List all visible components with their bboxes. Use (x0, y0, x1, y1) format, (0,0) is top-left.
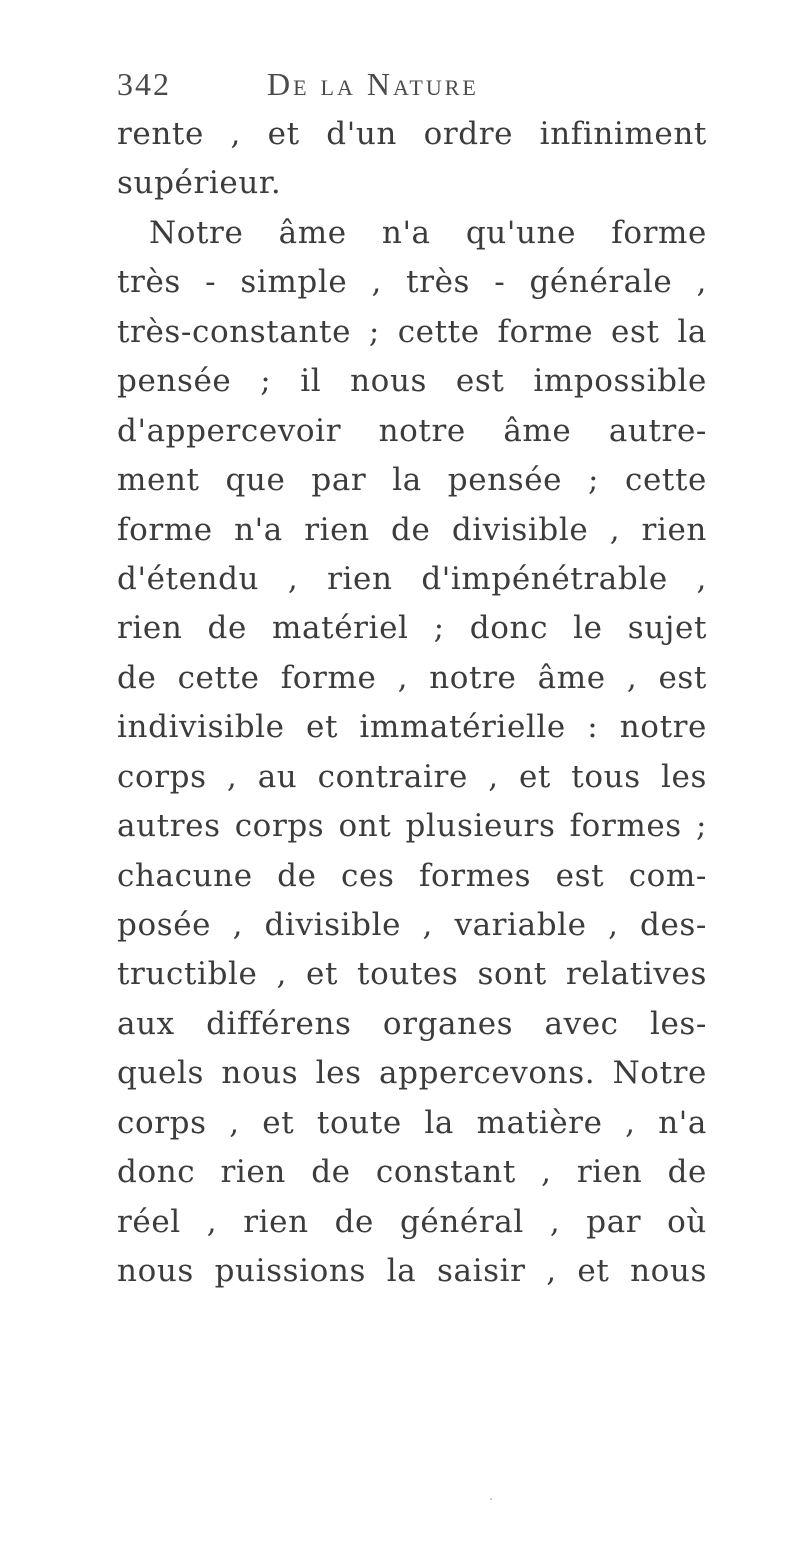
text-line: très - simple , très - générale , (117, 264, 707, 301)
text-line: rente , et d'un ordre infiniment (117, 116, 707, 152)
text-line: de cette forme , notre âme , est (117, 659, 707, 696)
page-number: 342 (117, 66, 171, 102)
text-line: rien de matériel ; donc le sujet (117, 610, 707, 647)
text-line: corps , au contraire , et tous les (117, 758, 707, 795)
text-line: réel , rien de général , par où (117, 1203, 707, 1240)
text-line: indivisible et immatérielle : notre (117, 709, 707, 746)
text-line: forme n'a rien de divisible , rien (117, 511, 707, 548)
text-line: chacune de ces formes est com- (117, 857, 707, 894)
text-line: pensée ; il nous est impossible (117, 363, 707, 400)
text-line: posée , divisible , variable , des- (117, 907, 707, 943)
text-line: autres corps ont plusieurs formes ; (117, 808, 707, 845)
text-line: d'étendu , rien d'impénétrable , (117, 560, 707, 597)
body-text (117, 110, 707, 1297)
text-line: corps , et toute la matière , n'a (117, 1104, 707, 1141)
text-line: quels nous les appercevons. Notre (117, 1055, 707, 1092)
text-line: aux différens organes avec les- (117, 1005, 707, 1042)
text-line: très-constante ; cette forme est la (117, 313, 707, 350)
paper-speck (490, 1498, 492, 1500)
running-title: De la Nature (267, 66, 479, 102)
text-line: ment que par la pensée ; cette (117, 462, 707, 499)
text-line: nous puissions la saisir , et nous (117, 1253, 707, 1290)
text-line: supérieur. (117, 165, 282, 202)
text-line: donc rien de constant , rien de (117, 1154, 707, 1191)
text-line: d'appercevoir notre âme autre- (117, 412, 707, 449)
running-header (117, 66, 677, 110)
text-line: tructible , et toutes sont relatives (117, 956, 707, 993)
paragraph-first-line: Notre âme n'a qu'une forme (149, 214, 707, 251)
